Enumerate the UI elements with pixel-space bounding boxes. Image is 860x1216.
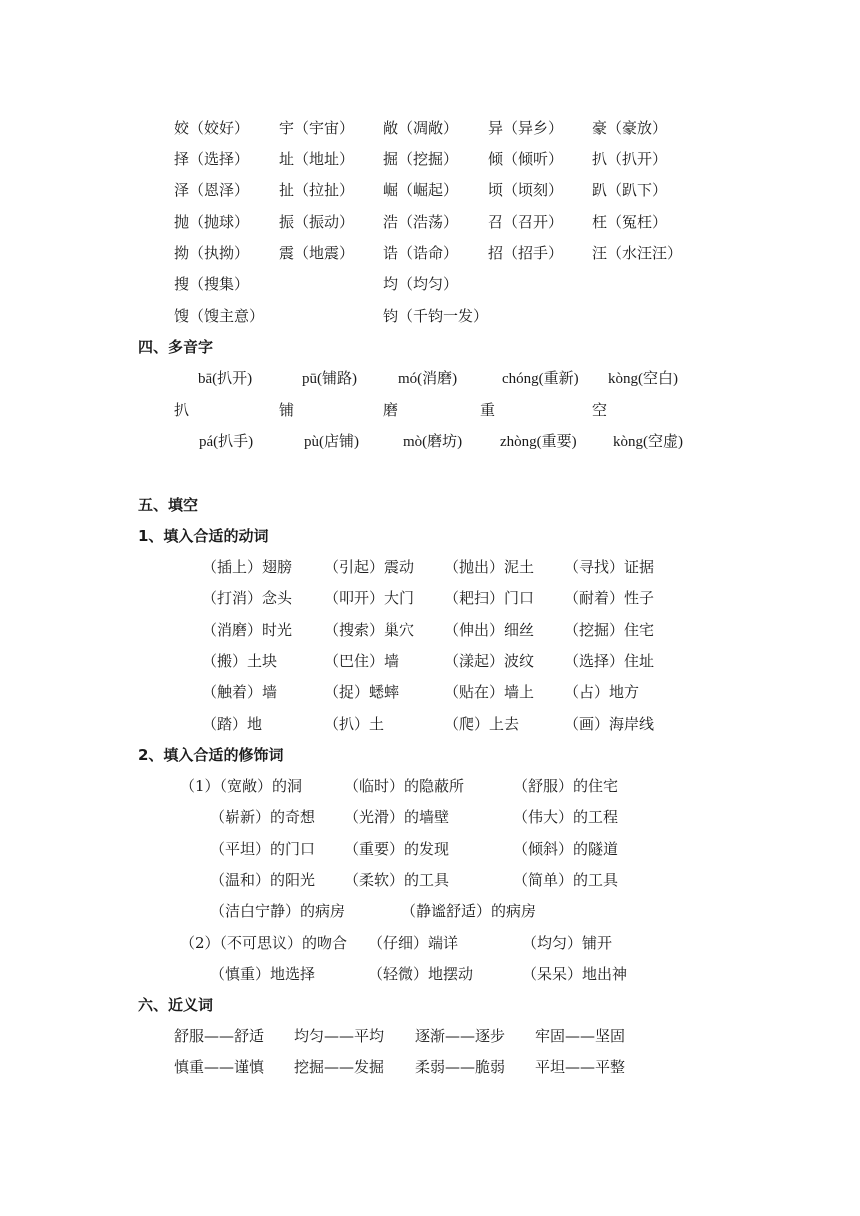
char-pair: 招（招手） — [488, 244, 564, 262]
synonym-pair: 逐渐——逐步 — [415, 1027, 506, 1045]
pinyin-word: chóng(重新) — [502, 371, 579, 387]
verb-item: （触着）墙 — [202, 683, 278, 701]
char-pair: 钧（千钧一发） — [383, 307, 489, 325]
polyphone-char: 铺 — [279, 401, 295, 419]
modifier-item: （静谧舒适）的病房 — [401, 902, 537, 920]
synonym-pair: 牢固——坚固 — [535, 1027, 626, 1045]
synonym-pair: 挖掘——发掘 — [294, 1058, 385, 1076]
char-pair: 扯（拉扯） — [279, 181, 355, 199]
verb-item: （画）海岸线 — [564, 715, 655, 733]
subsection-heading: 2、填入合适的修饰词 — [138, 746, 284, 764]
modifier-item: （舒服）的住宅 — [513, 777, 619, 795]
synonym-pair: 柔弱——脆弱 — [415, 1058, 506, 1076]
verb-item: （叩开）大门 — [324, 589, 415, 607]
char-pair: 抛（抛球） — [174, 213, 250, 231]
modifier-item: （光滑）的墙壁 — [344, 808, 450, 826]
verb-item: （漾起）波纹 — [444, 652, 535, 670]
pinyin-word: zhòng(重要) — [500, 434, 577, 450]
char-pair: 掘（挖掘） — [383, 150, 459, 168]
modifier-item: （轻微）地摆动 — [368, 965, 474, 983]
char-pair: 趴（趴下） — [592, 181, 668, 199]
modifier-item: （柔软）的工具 — [344, 871, 450, 889]
modifier-item: （1）（宽敞）的洞 — [180, 777, 303, 795]
section-heading: 四、多音字 — [138, 338, 214, 356]
char-pair: 浩（浩荡） — [383, 213, 459, 231]
char-pair: 搜（搜集） — [174, 275, 250, 293]
char-pair: 拗（执拗） — [174, 244, 250, 262]
polyphone-char: 磨 — [383, 401, 399, 419]
modifier-item: （2）（不可思议）的吻合 — [180, 934, 348, 952]
verb-item: （爬）上去 — [444, 715, 520, 733]
synonym-pair: 慎重——谨慎 — [174, 1058, 265, 1076]
char-pair: 诰（诰命） — [383, 244, 459, 262]
char-pair: 豪（豪放） — [592, 119, 668, 137]
verb-item: （选择）住址 — [564, 652, 655, 670]
modifier-item: （崭新）的奇想 — [210, 808, 316, 826]
char-pair: 异（异乡） — [488, 119, 564, 137]
modifier-item: （平坦）的门口 — [210, 840, 316, 858]
modifier-item: （伟大）的工程 — [513, 808, 619, 826]
char-pair: 倾（倾听） — [488, 150, 564, 168]
char-pair: 召（召开） — [488, 213, 564, 231]
synonym-pair: 均匀——平均 — [294, 1027, 385, 1045]
verb-item: （巴住）墙 — [324, 652, 400, 670]
char-pair: 敞（凋敞） — [383, 119, 459, 137]
verb-item: （占）地方 — [564, 683, 640, 701]
verb-item: （伸出）细丝 — [444, 621, 535, 639]
modifier-item: （临时）的隐蔽所 — [344, 777, 465, 795]
pinyin-word: kòng(空虚) — [613, 434, 683, 450]
modifier-item: （重要）的发现 — [344, 840, 450, 858]
verb-item: （耙扫）门口 — [444, 589, 535, 607]
verb-item: （打消）念头 — [202, 589, 293, 607]
pinyin-word: kòng(空白) — [608, 371, 678, 387]
char-pair: 馊（馊主意） — [174, 307, 265, 325]
section-heading: 五、填空 — [138, 496, 199, 514]
polyphone-char: 重 — [480, 401, 496, 419]
char-pair: 宇（宇宙） — [279, 119, 355, 137]
polyphone-char: 空 — [592, 401, 608, 419]
verb-item: （寻找）证据 — [564, 558, 655, 576]
char-pair: 振（振动） — [279, 213, 355, 231]
verb-item: （扒）土 — [324, 715, 385, 733]
verb-item: （引起）震动 — [324, 558, 415, 576]
modifier-item: （呆呆）地出神 — [522, 965, 628, 983]
char-pair: 顷（顷刻） — [488, 181, 564, 199]
section-heading: 六、近义词 — [138, 996, 214, 1014]
verb-item: （消磨）时光 — [202, 621, 293, 639]
pinyin-word: pá(扒手) — [199, 434, 254, 450]
char-pair: 枉（冤枉） — [592, 213, 668, 231]
modifier-item: （洁白宁静）的病房 — [210, 902, 346, 920]
char-pair: 择（选择） — [174, 150, 250, 168]
synonym-pair: 舒服——舒适 — [174, 1027, 265, 1045]
modifier-item: （均匀）铺开 — [522, 934, 613, 952]
verb-item: （贴在）墙上 — [444, 683, 535, 701]
verb-item: （踏）地 — [202, 715, 263, 733]
pinyin-word: mó(消磨) — [398, 371, 458, 387]
verb-item: （捉）蟋蟀 — [324, 683, 400, 701]
modifier-item: （倾斜）的隧道 — [513, 840, 619, 858]
subsection-heading: 1、填入合适的动词 — [138, 527, 269, 545]
modifier-item: （仔细）端详 — [368, 934, 459, 952]
char-pair: 均（均匀） — [383, 275, 459, 293]
char-pair: 址（地址） — [279, 150, 355, 168]
verb-item: （搜索）巢穴 — [324, 621, 415, 639]
pinyin-word: bā(扒开) — [198, 371, 253, 387]
polyphone-char: 扒 — [174, 401, 190, 419]
char-pair: 扒（扒开） — [592, 150, 668, 168]
char-pair: 姣（姣好） — [174, 119, 250, 137]
char-pair: 汪（水汪汪） — [592, 244, 683, 262]
modifier-item: （简单）的工具 — [513, 871, 619, 889]
verb-item: （挖掘）住宅 — [564, 621, 655, 639]
char-pair: 崛（崛起） — [383, 181, 459, 199]
verb-item: （搬）土块 — [202, 652, 278, 670]
char-pair: 泽（恩泽） — [174, 181, 250, 199]
verb-item: （耐着）性子 — [564, 589, 655, 607]
pinyin-word: pù(店铺) — [304, 434, 359, 450]
verb-item: （插上）翅膀 — [202, 558, 293, 576]
synonym-pair: 平坦——平整 — [535, 1058, 626, 1076]
char-pair: 震（地震） — [279, 244, 355, 262]
pinyin-word: pū(铺路) — [302, 371, 357, 387]
pinyin-word: mò(磨坊) — [403, 434, 463, 450]
modifier-item: （温和）的阳光 — [210, 871, 316, 889]
modifier-item: （慎重）地选择 — [210, 965, 316, 983]
verb-item: （抛出）泥土 — [444, 558, 535, 576]
